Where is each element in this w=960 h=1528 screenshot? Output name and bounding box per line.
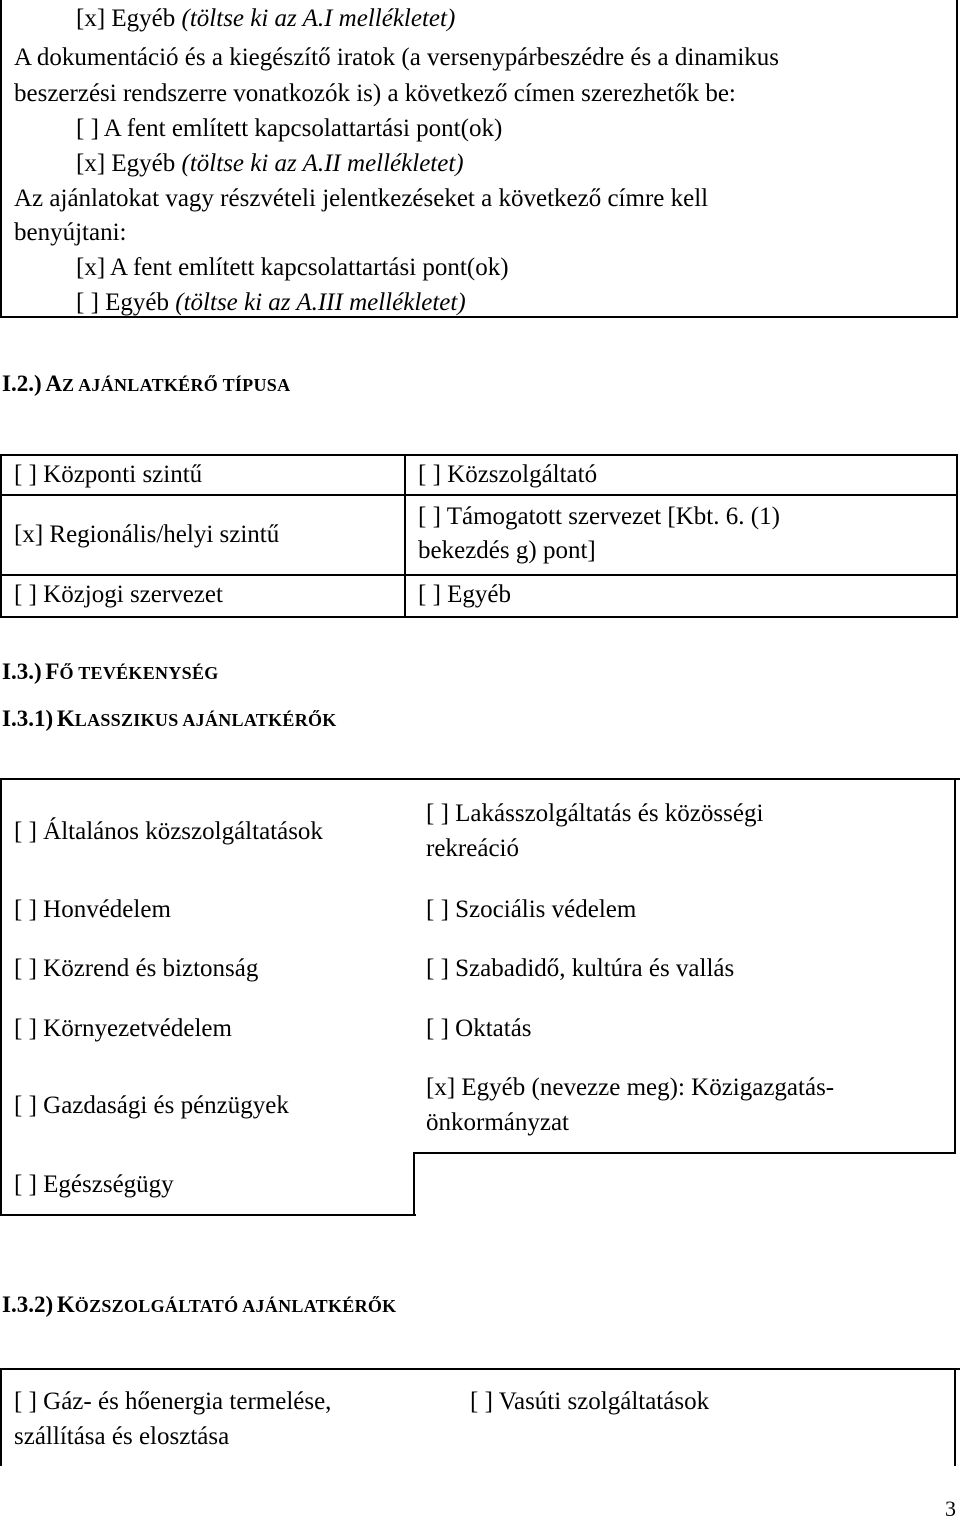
type-regional[interactable]: [x] Regionális/helyi szintű xyxy=(14,521,280,548)
offers-option-other xyxy=(76,286,466,320)
type-supported-line1[interactable]: [ ] Támogatott szervezet [Kbt. 6. (1) xyxy=(418,503,780,530)
section-i31-heading: I.3.1) KLASSZIKUS AJÁNLATKÉRŐK xyxy=(2,706,337,731)
utility-table-right xyxy=(954,1368,956,1466)
contact-other-note: (töltse ki az A.I mellékletet) xyxy=(181,5,456,32)
utility-table-top xyxy=(0,1368,960,1370)
type-regional-cell xyxy=(0,494,406,576)
classic-housing-line1[interactable]: [ ] Lakásszolgáltatás és közösségi xyxy=(426,800,764,827)
type-central[interactable]: [ ] Központi szintű xyxy=(14,461,203,488)
contact-other-check[interactable]: [x] Egyéb xyxy=(76,5,182,32)
classic-housing-line2: rekreáció xyxy=(426,835,519,862)
utility-gas-line1[interactable]: [ ] Gáz- és hőenergia termelése, xyxy=(14,1388,332,1415)
classic-environment[interactable]: [ ] Környezetvédelem xyxy=(14,1015,232,1042)
type-public-law[interactable]: [ ] Közjogi szervezet xyxy=(14,581,223,608)
offers-other-note: (töltse ki az A.III mellékletet) xyxy=(175,289,466,316)
documentation-option-other xyxy=(76,147,464,181)
type-other-cell xyxy=(404,574,958,618)
classic-table-top xyxy=(0,778,960,780)
documentation-other-note: (töltse ki az A.II mellékletet) xyxy=(181,150,464,177)
offers-text-2: benyújtani: xyxy=(14,219,127,246)
documentation-text-1: A dokumentáció és a kiegészítő iratok (a versenypárbeszédre és a dinamikus xyxy=(14,44,780,71)
classic-table-right xyxy=(954,778,956,1154)
classic-table-divider xyxy=(413,1154,415,1216)
type-public-law-cell xyxy=(0,574,406,618)
documentation-text-2: beszerzési rendszerre vonatkozók is) a következő címen szerezhetők be: xyxy=(14,80,736,107)
type-other[interactable]: [ ] Egyéb xyxy=(418,581,512,608)
classic-table-bottom-right xyxy=(413,1152,956,1154)
documentation-other-check[interactable]: [x] Egyéb xyxy=(76,150,182,177)
offers-text-1: Az ajánlatokat vagy részvételi jelentkezéseket a következő címre kell xyxy=(14,185,709,212)
type-supported-line2: bekezdés g) pont] xyxy=(418,537,596,564)
type-public-service[interactable]: [ ] Közszolgáltató xyxy=(418,461,598,488)
page-number: 3 xyxy=(945,1496,956,1521)
classic-other-line2: önkormányzat xyxy=(426,1109,570,1136)
offers-other-check[interactable]: [ ] Egyéb xyxy=(76,289,176,316)
type-central-cell xyxy=(0,454,406,496)
utility-rail[interactable]: [ ] Vasúti szolgáltatások xyxy=(470,1388,710,1415)
documentation-option-contact[interactable]: [ ] A fent említett kapcsolattartási pont(ok) xyxy=(76,115,503,142)
type-public-service-cell xyxy=(404,454,958,496)
utility-gas-line2: szállítása és elosztása xyxy=(14,1423,230,1450)
section-i3-heading: I.3.) FŐ TEVÉKENYSÉG xyxy=(2,659,219,684)
offers-option-contact[interactable]: [x] A fent említett kapcsolattartási pont(ok) xyxy=(76,254,509,281)
classic-other-line1[interactable]: [x] Egyéb (nevezze meg): Közigazgatás- xyxy=(426,1074,835,1101)
classic-table-left xyxy=(0,778,2,1216)
contact-other-line xyxy=(76,2,455,36)
classic-general[interactable]: [ ] Általános közszolgáltatások xyxy=(14,818,323,845)
classic-economy[interactable]: [ ] Gazdasági és pénzügyek xyxy=(14,1092,289,1119)
classic-leisure[interactable]: [ ] Szabadidő, kultúra és vallás xyxy=(426,955,735,982)
classic-defence[interactable]: [ ] Honvédelem xyxy=(14,896,171,923)
classic-order[interactable]: [ ] Közrend és biztonság xyxy=(14,955,259,982)
section-i32-heading: I.3.2) KÖZSZOLGÁLTATÓ AJÁNLATKÉRŐK xyxy=(2,1292,397,1317)
classic-education[interactable]: [ ] Oktatás xyxy=(426,1015,532,1042)
classic-table-bottom-left xyxy=(0,1214,416,1216)
type-supported-cell xyxy=(404,494,958,576)
section-i2-heading: I.2.) AZ AJÁNLATKÉRŐ TÍPUSA xyxy=(2,371,291,396)
utility-table-left xyxy=(0,1368,2,1466)
classic-health[interactable]: [ ] Egészségügy xyxy=(14,1171,174,1198)
classic-social[interactable]: [ ] Szociális védelem xyxy=(426,896,637,923)
